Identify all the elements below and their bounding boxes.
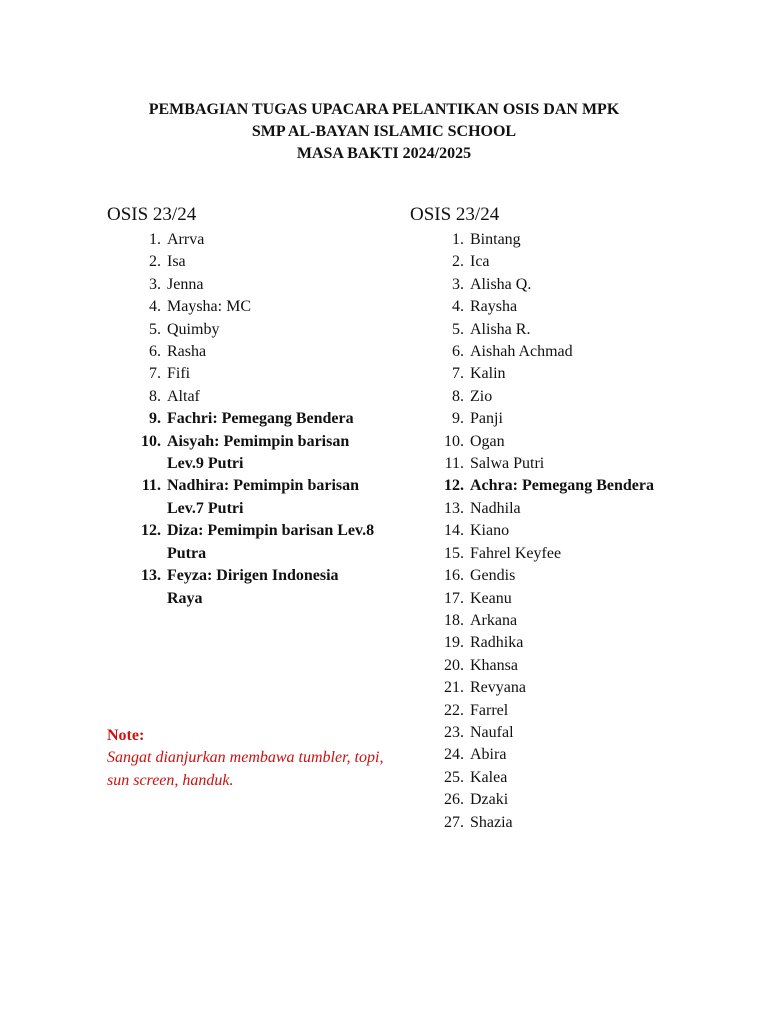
- list-item-number: 2.: [452, 253, 464, 271]
- list-item-text: Keanu: [470, 589, 512, 607]
- list-item-text: Fahrel Keyfee: [470, 544, 562, 562]
- list-item-number: 10.: [141, 432, 161, 450]
- list-item-number: 12.: [141, 522, 161, 540]
- list-item: [410, 431, 680, 453]
- note-text: Sangat dianjurkan membawa tumbler, topi, sun screen, handuk.: [107, 749, 384, 789]
- list-item-text: Fifi: [167, 365, 191, 383]
- list-item: [410, 789, 680, 811]
- list-item: [410, 655, 680, 677]
- list-item-text: Achra: Pemegang Bendera: [470, 477, 654, 495]
- list-item-number: 4.: [452, 298, 464, 316]
- list-item: [410, 408, 680, 430]
- note-block: [107, 725, 407, 792]
- list-item-number: 5.: [452, 320, 464, 338]
- list-item-number: 1.: [452, 231, 464, 248]
- list-item-text: Bintang: [470, 231, 521, 248]
- list-item: [410, 543, 680, 565]
- left-list: [107, 229, 377, 610]
- list-item: [107, 408, 377, 430]
- list-item-number: 21.: [444, 679, 464, 697]
- list-item: [410, 520, 680, 542]
- list-item-text: Naufal: [470, 723, 514, 741]
- right-list: [410, 229, 680, 834]
- list-item-text: Diza: Pemimpin barisan Lev.8 Putra: [167, 522, 375, 562]
- list-item: [107, 319, 377, 341]
- note-title: Note:: [107, 727, 145, 744]
- list-item: [410, 386, 680, 408]
- list-item: [410, 319, 680, 341]
- list-item-number: 13.: [444, 499, 464, 517]
- list-item: [410, 453, 680, 475]
- list-item-text: Farrel: [470, 701, 509, 719]
- list-item: [410, 229, 680, 251]
- list-item: [410, 251, 680, 273]
- list-item-number: 26.: [444, 791, 464, 809]
- list-item-number: 15.: [444, 544, 464, 562]
- list-item-text: Ogan: [470, 432, 505, 450]
- list-item-number: 27.: [444, 813, 464, 831]
- left-column-title: OSIS 23/24: [107, 204, 197, 225]
- list-item-text: Arrva: [167, 231, 205, 248]
- list-item-text: Kalin: [470, 365, 506, 383]
- list-item-text: Ica: [470, 253, 490, 271]
- header-school: SMP AL-BAYAN ISLAMIC SCHOOL: [251, 123, 517, 140]
- list-item-text: Alisha Q.: [470, 275, 532, 293]
- list-item-text: Maysha: MC: [167, 298, 251, 316]
- list-item-number: 5.: [149, 320, 161, 338]
- list-item: [107, 229, 377, 251]
- list-item-number: 2.: [149, 253, 161, 271]
- list-item-text: Khansa: [470, 656, 518, 674]
- list-item-number: 19.: [444, 634, 464, 652]
- list-item: [410, 744, 680, 766]
- list-item-number: 13.: [141, 567, 161, 585]
- list-item-number: 20.: [444, 656, 464, 674]
- list-item-number: 9.: [452, 410, 464, 428]
- list-item-text: Rasha: [167, 343, 207, 361]
- list-item-text: Nadhila: [470, 499, 521, 517]
- list-item: [107, 296, 377, 318]
- list-item-number: 24.: [444, 746, 464, 764]
- list-item-text: Fachri: Pemegang Bendera: [167, 410, 354, 428]
- document-header: [0, 99, 768, 165]
- list-item-text: Raysha: [470, 298, 518, 316]
- list-item-number: 4.: [149, 298, 161, 316]
- list-item-number: 18.: [444, 611, 464, 629]
- list-item-number: 11.: [141, 477, 161, 495]
- list-item-number: 23.: [444, 723, 464, 741]
- list-item-number: 11.: [444, 455, 464, 473]
- list-item-text: Aishah Achmad: [470, 343, 573, 361]
- list-item: [410, 565, 680, 587]
- list-item: [410, 812, 680, 834]
- list-item-text: Panji: [470, 410, 503, 428]
- list-item-number: 22.: [444, 701, 464, 719]
- list-item-number: 6.: [452, 343, 464, 361]
- list-item-number: 7.: [452, 365, 464, 383]
- list-item: [410, 610, 680, 632]
- list-item-number: 10.: [444, 432, 464, 450]
- list-item-text: Abira: [470, 746, 507, 764]
- list-item-text: Kalea: [470, 768, 508, 786]
- list-item-number: 3.: [149, 275, 161, 293]
- list-item-text: Quimby: [167, 320, 220, 338]
- list-item: [410, 677, 680, 699]
- list-item-number: 25.: [444, 768, 464, 786]
- list-item-text: Zio: [470, 387, 493, 405]
- list-item: [410, 363, 680, 385]
- list-item-number: 16.: [444, 567, 464, 585]
- list-item: [410, 767, 680, 789]
- header-title: PEMBAGIAN TUGAS UPACARA PELANTIKAN OSIS DAN MPK: [148, 101, 620, 118]
- list-item: [107, 386, 377, 408]
- list-item-text: Gendis: [470, 567, 516, 585]
- list-item: [107, 251, 377, 273]
- list-item-text: Salwa Putri: [470, 455, 545, 473]
- list-item: [107, 363, 377, 385]
- list-item-number: 7.: [149, 365, 161, 383]
- list-item: [107, 520, 377, 565]
- list-item-text: Aisyah: Pemimpin barisan Lev.9 Putri: [167, 432, 350, 473]
- list-item-number: 12.: [444, 477, 464, 495]
- list-item-number: 6.: [149, 343, 161, 361]
- list-item-text: Feyza: Dirigen Indonesia Raya: [167, 567, 339, 607]
- list-item-text: Altaf: [167, 387, 200, 405]
- list-item: [410, 296, 680, 318]
- list-item: [410, 498, 680, 520]
- list-item: [107, 431, 377, 476]
- left-column: [107, 204, 377, 610]
- list-item-number: 17.: [444, 589, 464, 607]
- right-column-title: OSIS 23/24: [410, 204, 500, 225]
- list-item-text: Arkana: [470, 611, 518, 629]
- list-item: [410, 722, 680, 744]
- list-item: [410, 475, 680, 497]
- list-item: [107, 341, 377, 363]
- list-item: [107, 565, 377, 610]
- list-item: [410, 632, 680, 654]
- list-item: [410, 341, 680, 363]
- list-item-text: Nadhira: Pemimpin barisan Lev.7 Putri: [167, 477, 360, 517]
- list-item-text: Shazia: [470, 813, 513, 831]
- list-item: [410, 700, 680, 722]
- list-item-text: Isa: [167, 253, 186, 271]
- list-item-number: 3.: [452, 275, 464, 293]
- list-item-number: 1.: [149, 231, 161, 248]
- right-column: [410, 204, 680, 834]
- list-item-text: Alisha R.: [470, 320, 531, 338]
- list-item: [107, 274, 377, 296]
- list-item-text: Dzaki: [470, 791, 509, 809]
- list-item-text: Radhika: [470, 634, 524, 652]
- list-item: [410, 274, 680, 296]
- list-item-text: Jenna: [167, 275, 204, 293]
- list-item-number: 8.: [452, 387, 464, 405]
- list-item-number: 14.: [444, 522, 464, 540]
- list-item: [410, 588, 680, 610]
- header-period: MASA BAKTI 2024/2025: [296, 145, 472, 162]
- list-item-text: Kiano: [470, 522, 510, 540]
- list-item-text: Revyana: [470, 679, 526, 697]
- list-item-number: 8.: [149, 387, 161, 405]
- list-item-number: 9.: [149, 410, 161, 428]
- list-item: [107, 475, 377, 520]
